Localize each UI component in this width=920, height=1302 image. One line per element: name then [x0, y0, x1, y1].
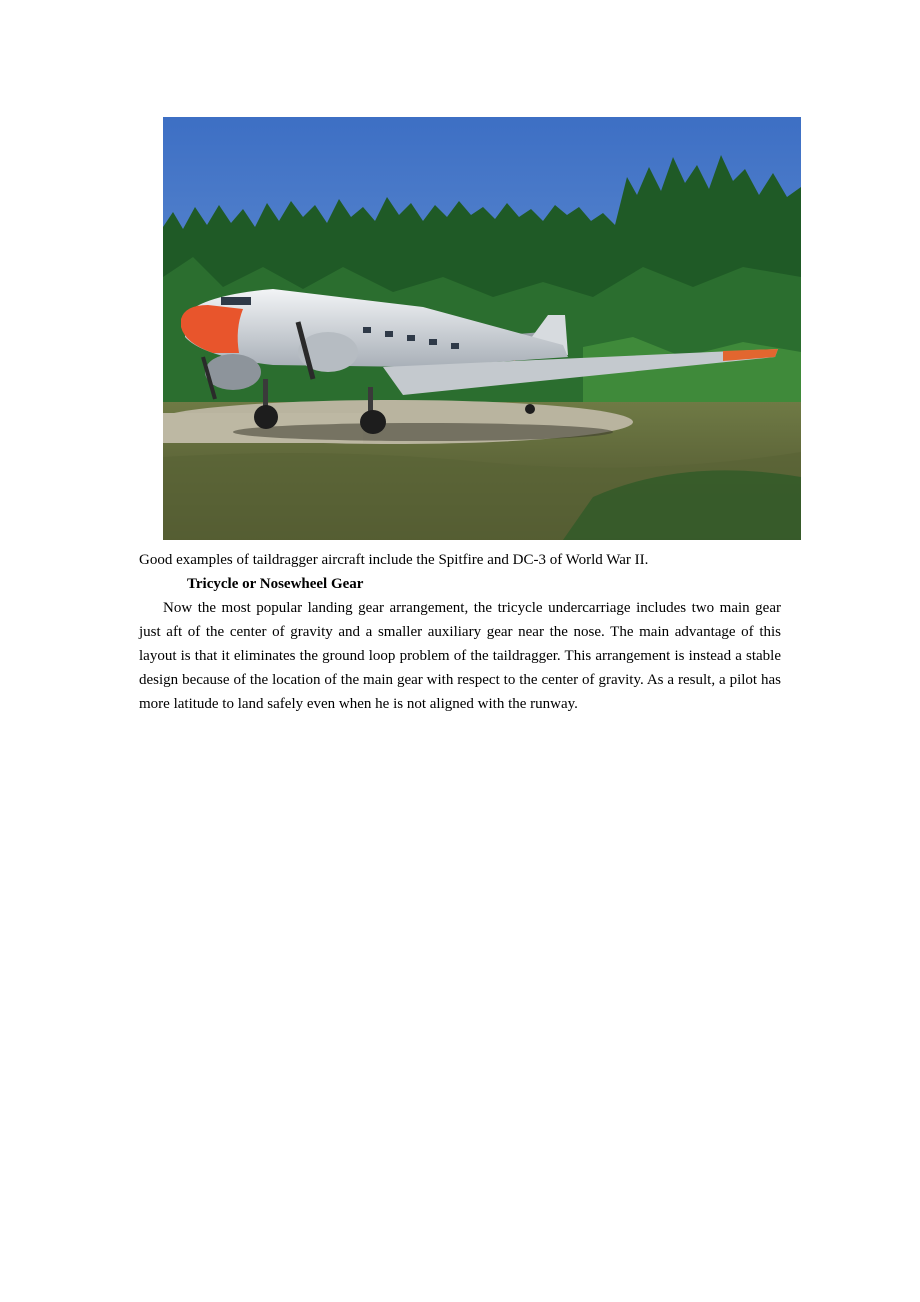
aircraft-photo — [163, 117, 801, 540]
figure-caption: Good examples of taildragger aircraft include the Spitfire and DC-3 of World War II. — [139, 552, 649, 568]
text-block — [139, 548, 781, 716]
dc3-aircraft-photo-icon — [163, 117, 801, 540]
body-paragraph: Now the most popular landing gear arrangement, the tricycle undercarriage includes two main gear just aft of the center of gravity and a smaller auxiliary gear near the nose. The main advantage of this layout is that it eliminates the ground loop problem of the taildragger. This arrangement is instead a stable design because of the location of the main gear with respect to the center of gravity. As a result, a pilot has more latitude to land safely even when he is not aligned with the runway. — [139, 600, 781, 712]
section-heading: Tricycle or Nosewheel Gear — [187, 576, 364, 592]
